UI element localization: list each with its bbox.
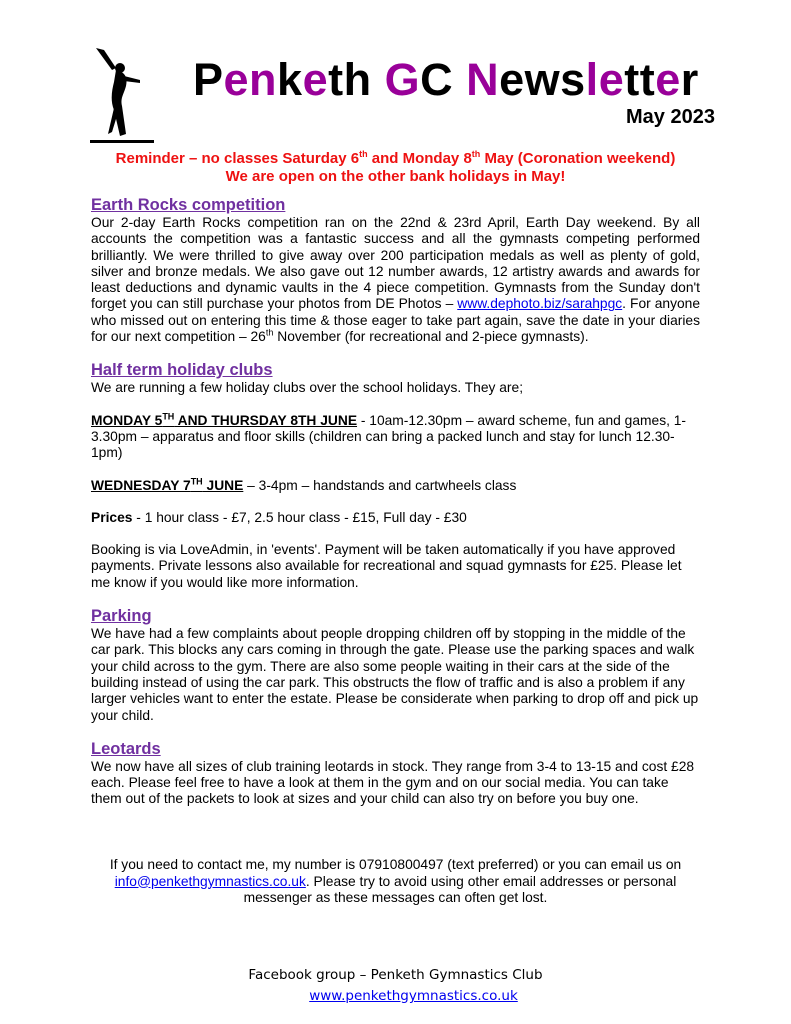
contact-paragraph: If you need to contact me, my number is 07910800497 (text preferred) or you can email us on info@penkethgymnastics.co.uk. Please try to avoid using other email addresses or personal messenger as these messages can often get lost.	[109, 857, 682, 905]
title-part: G	[384, 54, 421, 105]
title-part: e	[598, 54, 625, 105]
earth-rocks-heading: Earth Rocks competition	[91, 196, 286, 214]
booking-paragraph: Booking is via LoveAdmin, in 'events'. Payment will be taken automatically if you have approved payments. Private lessons also available for recreational and squad gymnasts for £25. Please let me know if you would like more information.	[91, 542, 682, 590]
title-part: C	[420, 54, 467, 105]
parking-heading: Parking	[91, 607, 152, 626]
title-part: l	[585, 54, 599, 105]
prices-line: Prices - 1 hour class - £7, 2.5 hour class - £15, Full day - £30	[91, 509, 467, 525]
title-part: th	[328, 54, 385, 105]
gymnast-logo-icon	[90, 46, 154, 146]
holiday-clubs-heading: Half term holiday clubs	[91, 361, 273, 380]
title-part: e	[302, 54, 329, 105]
facebook-group-text: Facebook group – Penketh Gymnastics Club	[248, 967, 543, 983]
contact-email-link[interactable]: info@penkethgymnastics.co.uk	[114, 873, 306, 889]
holiday-club-item-2: WEDNESDAY 7TH JUNE – 3-4pm – handstands and cartwheels class	[91, 475, 517, 493]
earth-rocks-paragraph: Our 2-day Earth Rocks competition ran on the 22nd & 23rd April, Earth Day weekend. By all accounts the competition was a fantastic success and all the gymnasts competing performed brilliantly. We were thrilled to give away over 200 participation medals as well as plenty of gold, silver and bronze medals. We also gave out 12 number awards, 12 artistry awards and awards for least deductions and dynamic vaults in the 4 piece competition. Gymnasts from the Sunday don't forget you can still purchase your photos from DE Photos – www.dephoto.biz/sarahpgc. For anyone who missed out on entering this time & those eager to take part again, save the date in your diaries for our next competition – 26th November (for recreational and 2-piece gymnasts).	[91, 215, 700, 345]
reminder-line-1: Reminder – no classes Saturday 6th and Monday 8th May (Coronation weekend)	[115, 149, 676, 167]
title-part: n	[249, 54, 278, 105]
title-part: r	[680, 54, 699, 105]
title-part: tt	[624, 54, 656, 105]
title-part: e	[223, 54, 250, 105]
leotards-paragraph: We now have all sizes of club training leotards in stock. They range from 3-4 to 13-15 and cost £28 each. Please feel free to have a look at them in the gym and on our social media. You can take them out of the packets to look at sizes and your child can also try on before you buy one.	[91, 758, 695, 807]
parking-paragraph: We have had a few complaints about people dropping children off by stopping in the middle of the car park. This blocks any cars coming in through the gate. Please use the parking spaces and walk your child across to the gym. There are also some people waiting in their cars at the side of the building instead of using the car park. This obstructs the flow of traffic and is also a problem if any larger vehicles want to enter the estate. Please be considerate when parking to drop off and pick up your child.	[91, 626, 699, 723]
title-part: N	[466, 54, 500, 105]
title-part: ews	[499, 54, 586, 105]
title-part: k	[277, 54, 303, 105]
newsletter-body	[91, 196, 700, 808]
dephoto-link[interactable]: www.dephoto.biz/sarahpgc	[457, 296, 623, 312]
leotards-heading: Leotards	[91, 739, 161, 758]
title-part: P	[193, 54, 224, 105]
title-part: e	[655, 54, 681, 105]
reminder-banner	[40, 150, 751, 186]
newsletter-date: May 2023	[626, 106, 715, 128]
holiday-club-item-1: MONDAY 5TH AND THURSDAY 8TH JUNE - 10am-12.30pm – award scheme, fun and games, 1-3.30pm – apparatus and floor skills (children can bring a packed lunch and stay for lunch 12.30-1pm)	[91, 411, 687, 461]
reminder-line-2: We are open on the other bank holidays in May!	[225, 168, 566, 185]
website-link[interactable]: www.penkethgymnastics.co.uk	[309, 988, 518, 1004]
footer	[200, 965, 591, 1007]
newsletter-title	[193, 52, 699, 108]
holiday-clubs-intro: We are running a few holiday clubs over the school holidays. They are;	[91, 380, 524, 396]
